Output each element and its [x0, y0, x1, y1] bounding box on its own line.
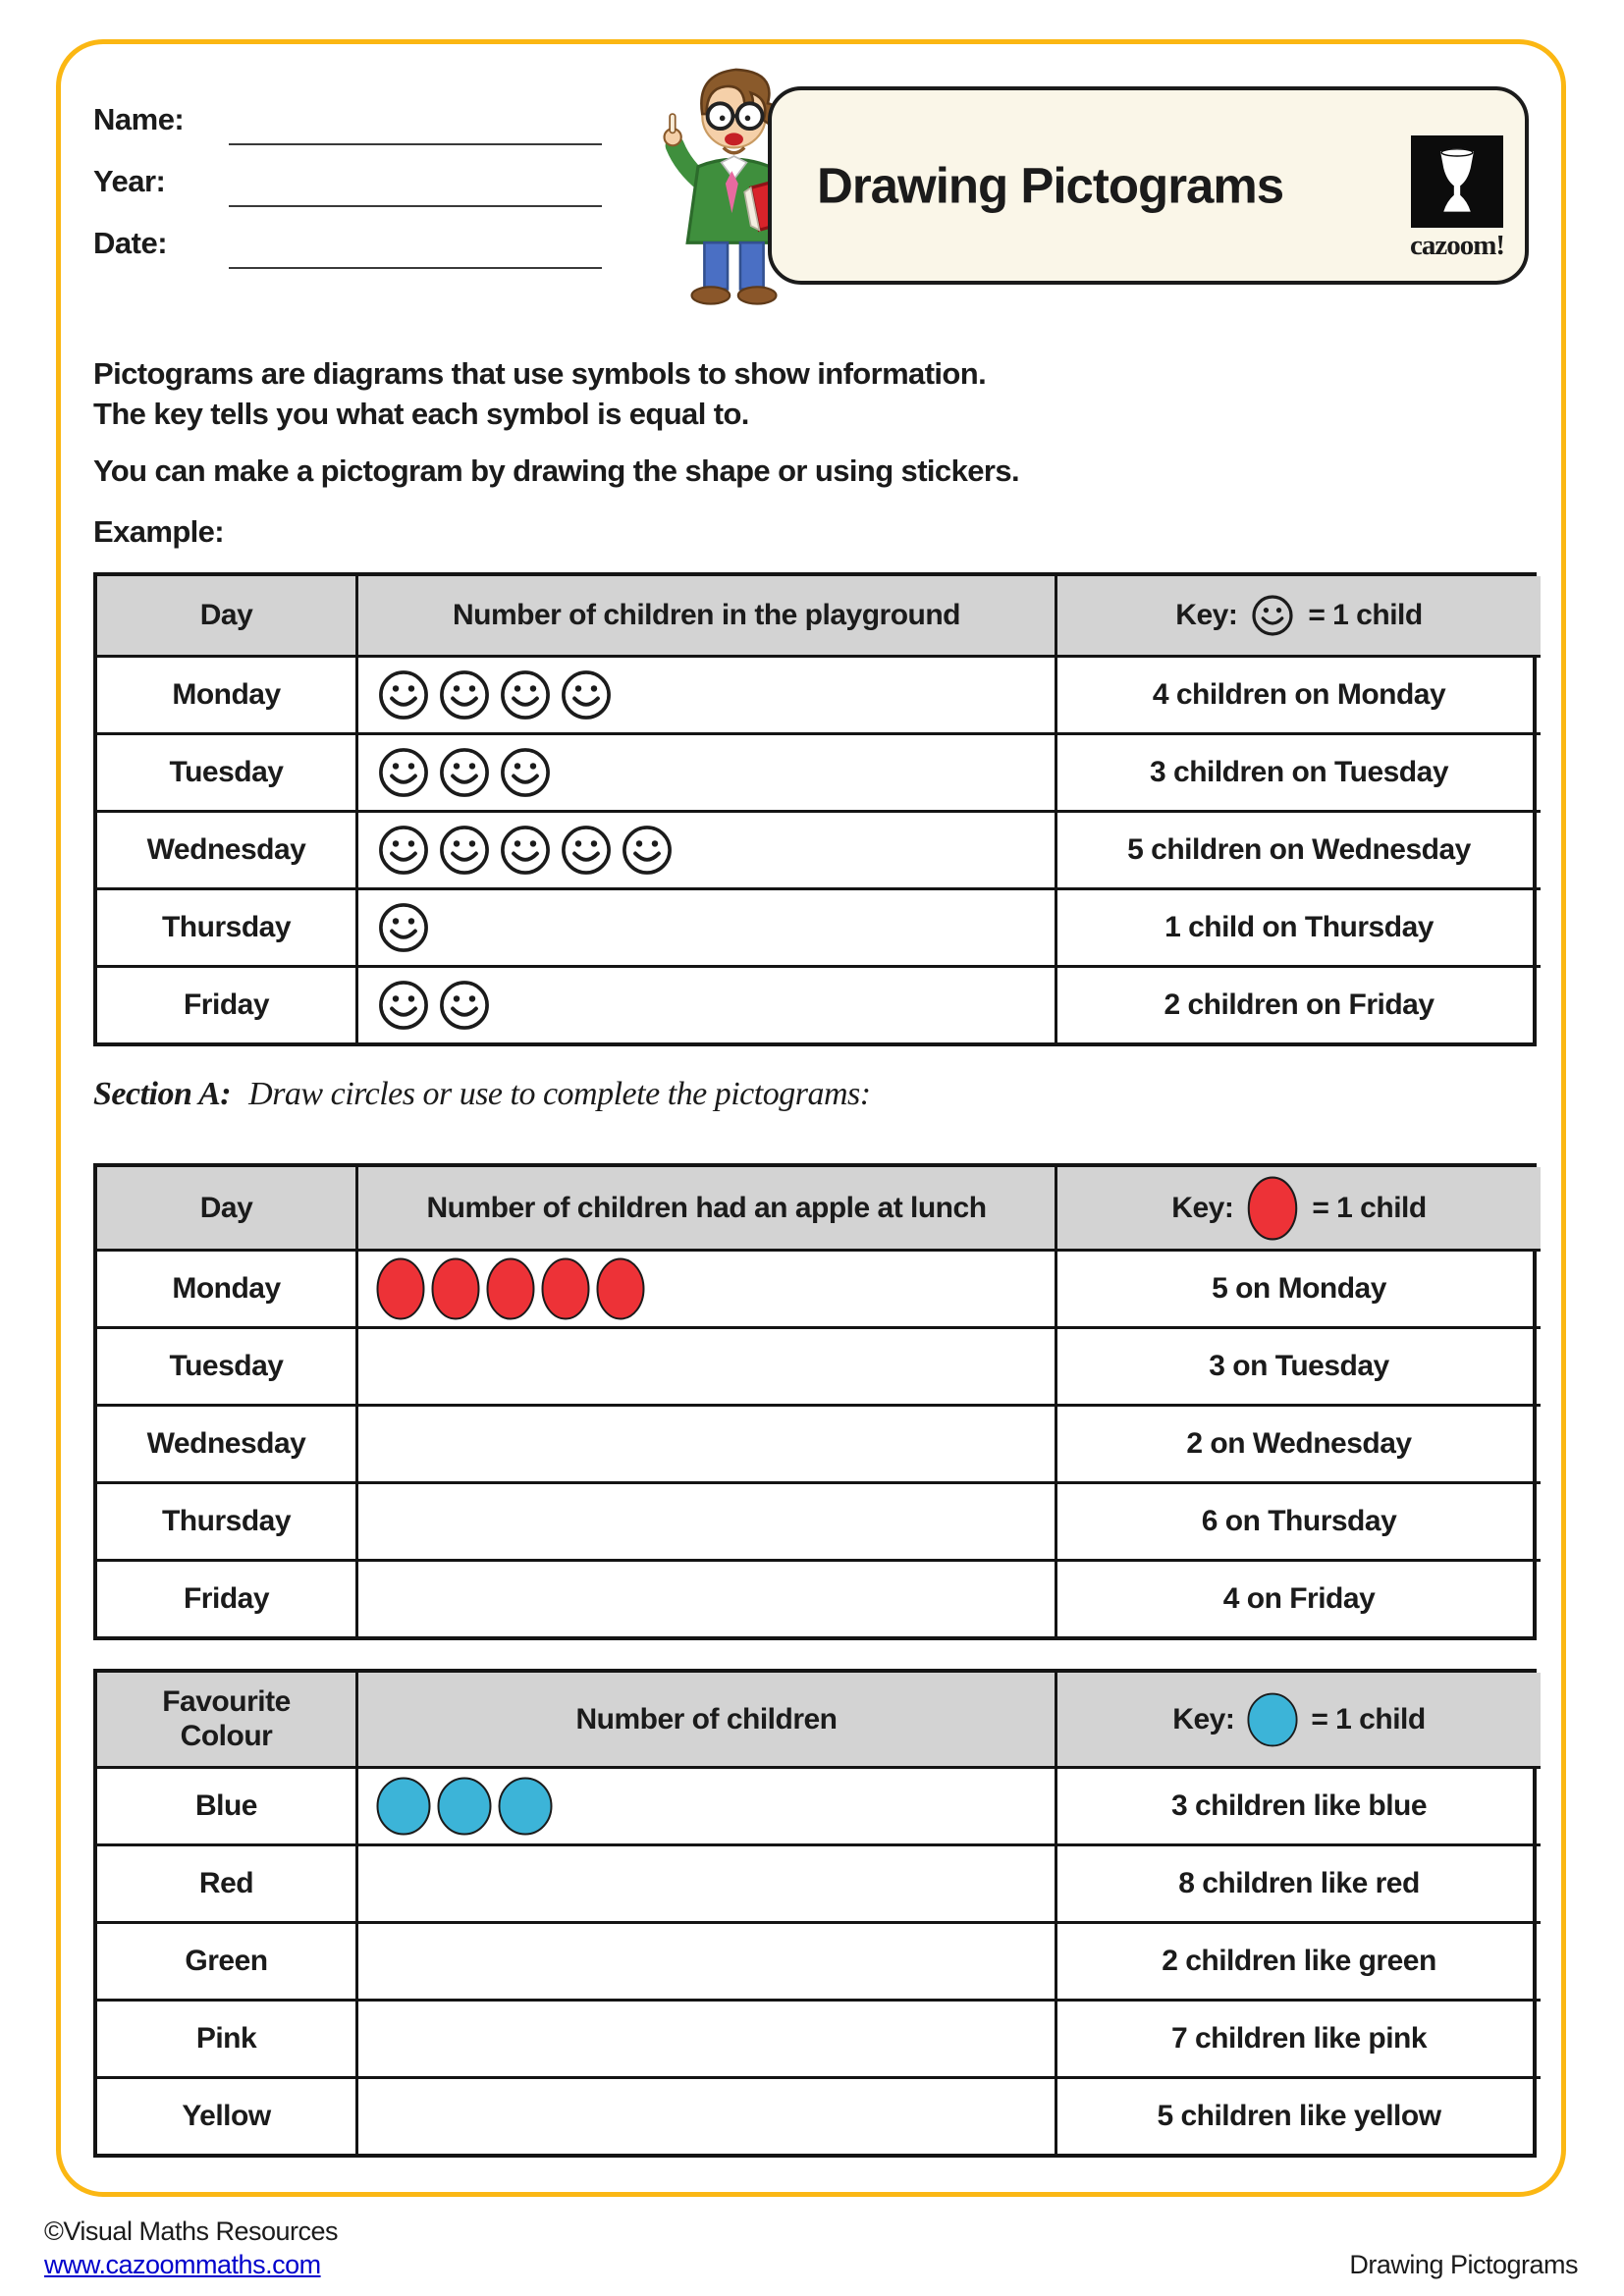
- note-cell-yellow: 5 children like yellow: [1055, 2076, 1541, 2154]
- note-cell-blue: 3 children like blue: [1055, 1766, 1541, 1843]
- row-label-yellow: Yellow: [97, 2076, 355, 2154]
- drawing-cell-wednesday: [355, 1404, 1055, 1481]
- red-circle-icon: [486, 1257, 535, 1320]
- footer-worksheet-title: Drawing Pictograms: [1349, 2250, 1578, 2279]
- smiley-face-icon: [376, 978, 431, 1033]
- key-value: = 1 child: [1308, 599, 1423, 631]
- row-label-monday: Monday: [97, 1249, 355, 1326]
- red-circle-icon: [541, 1257, 590, 1320]
- smiley-face-icon: [559, 823, 614, 878]
- example-column-header-pictogram: Number of children in the playground: [355, 576, 1055, 655]
- key-cyan-circle-icon: [1247, 1689, 1298, 1750]
- smiley-face-icon: [620, 823, 675, 878]
- name-label: Name:: [93, 102, 185, 136]
- page-title: Drawing Pictograms: [817, 157, 1284, 214]
- smiley-face-icon: [376, 900, 431, 955]
- smiley-face-icon: [498, 745, 553, 800]
- drawing-cell-green: [355, 1921, 1055, 1999]
- key-value: = 1 child: [1312, 1191, 1427, 1224]
- note-cell-thursday: 6 on Thursday: [1055, 1481, 1541, 1559]
- row-label-friday: Friday: [97, 965, 355, 1042]
- smiley-face-icon: [376, 667, 431, 722]
- example-table-key: [1055, 576, 1541, 655]
- colour-table-key: [1055, 1673, 1541, 1766]
- key-label: Key:: [1171, 1191, 1234, 1224]
- year-label: Year:: [93, 164, 166, 198]
- name-field: [229, 143, 602, 145]
- note-cell-friday: 2 children on Friday: [1055, 965, 1541, 1042]
- favourite-colour-pictogram-table: [93, 1669, 1537, 2158]
- row-label-red: Red: [97, 1843, 355, 1921]
- row-label-friday: Friday: [97, 1559, 355, 1636]
- cyan-circle-icon: [437, 1777, 492, 1836]
- cyan-circle-icon: [376, 1777, 431, 1836]
- cazoommaths-link[interactable]: www.cazoommaths.com: [44, 2250, 321, 2279]
- smiley-face-icon: [498, 823, 553, 878]
- key-label: Key:: [1172, 1702, 1235, 1735]
- note-cell-pink: 7 children like pink: [1055, 1999, 1541, 2076]
- red-circle-icon: [431, 1257, 480, 1320]
- djembe-drum-icon: [1426, 145, 1489, 218]
- cazoom-logo: [1403, 135, 1511, 262]
- smiley-face-icon: [376, 823, 431, 878]
- pictogram-cell-wednesday: [355, 810, 1055, 887]
- key-value: = 1 child: [1311, 1702, 1426, 1735]
- row-label-monday: Monday: [97, 655, 355, 732]
- smiley-face-icon: [498, 667, 553, 722]
- colour-column-header-category: Favourite Colour: [97, 1673, 355, 1766]
- row-label-thursday: Thursday: [97, 1481, 355, 1559]
- apple-pictogram-table: [93, 1163, 1537, 1640]
- example-label: Example:: [93, 514, 225, 549]
- intro-line-3: You can make a pictogram by drawing the shape or using stickers.: [93, 454, 1019, 488]
- red-circle-icon: [376, 1257, 425, 1320]
- pictogram-cell-friday: [355, 965, 1055, 1042]
- drawing-cell-monday: [355, 1249, 1055, 1326]
- smiley-face-icon: [437, 823, 492, 878]
- example-pictogram-table: [93, 572, 1537, 1046]
- copyright-text: ©Visual Maths Resources: [44, 2216, 339, 2246]
- section-a-heading: [93, 1076, 871, 1113]
- smiley-face-icon: [437, 745, 492, 800]
- note-cell-tuesday: 3 children on Tuesday: [1055, 732, 1541, 810]
- row-label-wednesday: Wednesday: [97, 810, 355, 887]
- row-label-tuesday: Tuesday: [97, 1326, 355, 1404]
- note-cell-tuesday: 3 on Tuesday: [1055, 1326, 1541, 1404]
- pictogram-cell-thursday: [355, 887, 1055, 965]
- smiley-face-icon: [559, 667, 614, 722]
- drawing-cell-tuesday: [355, 1326, 1055, 1404]
- row-label-green: Green: [97, 1921, 355, 1999]
- example-column-header-day: Day: [97, 576, 355, 655]
- note-cell-wednesday: 5 children on Wednesday: [1055, 810, 1541, 887]
- red-circle-icon: [596, 1257, 645, 1320]
- apple-column-header-day: Day: [97, 1167, 355, 1249]
- note-cell-friday: 4 on Friday: [1055, 1559, 1541, 1636]
- cazoom-logo-text: cazoom!: [1409, 230, 1505, 261]
- drawing-cell-red: [355, 1843, 1055, 1921]
- note-cell-green: 2 children like green: [1055, 1921, 1541, 1999]
- drawing-cell-thursday: [355, 1481, 1055, 1559]
- intro-line-2: The key tells you what each symbol is equal to.: [93, 397, 749, 431]
- row-label-thursday: Thursday: [97, 887, 355, 965]
- intro-paragraph: [93, 353, 986, 434]
- section-a-label: Section A:: [93, 1076, 232, 1112]
- drawing-cell-friday: [355, 1559, 1055, 1636]
- apple-table-key: [1055, 1167, 1541, 1249]
- colour-column-header-pictogram: Number of children: [355, 1673, 1055, 1766]
- key-red-circle-icon: [1246, 1176, 1299, 1241]
- cazoom-logo-square: [1411, 135, 1503, 228]
- smiley-face-icon: [437, 978, 492, 1033]
- note-cell-monday: 5 on Monday: [1055, 1249, 1541, 1326]
- key-label: Key:: [1175, 599, 1238, 631]
- note-cell-red: 8 children like red: [1055, 1843, 1541, 1921]
- note-cell-monday: 4 children on Monday: [1055, 655, 1541, 732]
- key-smiley-face-icon: [1250, 593, 1295, 638]
- title-box: [768, 86, 1529, 285]
- note-cell-thursday: 1 child on Thursday: [1055, 887, 1541, 965]
- year-field: [229, 205, 602, 207]
- row-label-wednesday: Wednesday: [97, 1404, 355, 1481]
- note-cell-wednesday: 2 on Wednesday: [1055, 1404, 1541, 1481]
- cyan-circle-icon: [498, 1777, 553, 1836]
- date-field: [229, 267, 602, 269]
- pictogram-cell-monday: [355, 655, 1055, 732]
- smiley-face-icon: [437, 667, 492, 722]
- apple-column-header-pictogram: Number of children had an apple at lunch: [355, 1167, 1055, 1249]
- row-label-blue: Blue: [97, 1766, 355, 1843]
- drawing-cell-pink: [355, 1999, 1055, 2076]
- row-label-pink: Pink: [97, 1999, 355, 2076]
- drawing-cell-yellow: [355, 2076, 1055, 2154]
- row-label-tuesday: Tuesday: [97, 732, 355, 810]
- drawing-cell-blue: [355, 1766, 1055, 1843]
- intro-line-1: Pictograms are diagrams that use symbols to show information.: [93, 356, 987, 391]
- date-label: Date:: [93, 226, 168, 260]
- smiley-face-icon: [376, 745, 431, 800]
- pictogram-cell-tuesday: [355, 732, 1055, 810]
- section-a-instruction: Draw circles or use to complete the pictograms:: [248, 1076, 871, 1112]
